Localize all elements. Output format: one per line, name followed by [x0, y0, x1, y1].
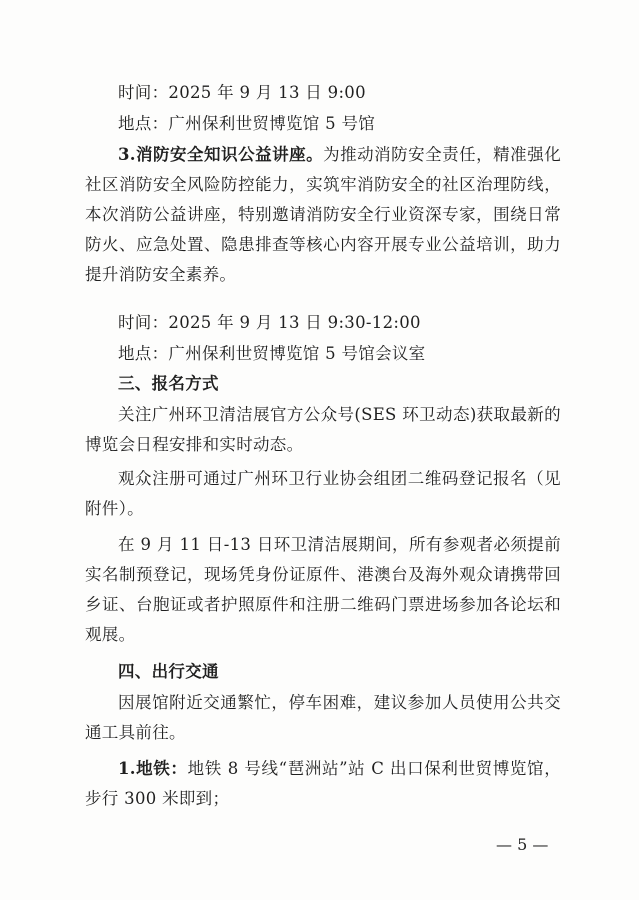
- registration-paragraph-1: 关注广州环卫清洁展官方公众号(SES 环卫动态)获取最新的博览会日程安排和实时动态。: [85, 405, 561, 454]
- fire-safety-lecture-body: 为推动消防安全责任，精准强化社区消防安全风险防控能力，实筑牢消防安全的社区治理防线，本次消防公益讲座，特别邀请消防安全行业资深专家，围绕日常防火、应急处置、隐患排查等核心内容开展专业公益培训，助力提升消防安全素养。: [85, 145, 561, 284]
- registration-paragraph-2: 观众注册可通过广州环卫行业协会组团二维码登记报名（见附件）。: [85, 469, 561, 518]
- registration-paragraph-3: 在 9 月 11 日-13 日环卫清洁展期间，所有参观者必须提前实名制预登记，现场凭身份证原件、港澳台及海外观众请携带回乡证、台胞证或者护照原件和注册二维码门票进场参加各论坛和观展。: [85, 535, 561, 644]
- metro-text: 地铁 8 号线“琶洲站”站 C 出口保利世贸博览馆，步行 300 米即到；: [85, 759, 561, 808]
- lecture-location: 地点：广州保利世贸博览馆 5 号馆会议室: [118, 344, 426, 363]
- page-number: — 5 —: [496, 835, 549, 854]
- metro-label: 1.地铁：: [118, 759, 188, 778]
- fire-safety-lecture-paragraph: [85, 140, 561, 290]
- fire-safety-lecture-title: 3.消防安全知识公益讲座。: [118, 145, 324, 164]
- event-location: 地点：广州保利世贸博览馆 5 号馆: [118, 114, 376, 133]
- metro-paragraph: [85, 754, 561, 814]
- transport-paragraph-1: 因展馆附近交通繁忙，停车困难，建议参加人员使用公共交通工具前往。: [85, 693, 561, 742]
- event-time: 时间：2025 年 9 月 13 日 9:00: [118, 83, 366, 102]
- transport-heading: 四、出行交通: [118, 662, 219, 681]
- registration-heading: 三、报名方式: [118, 374, 219, 393]
- lecture-time: 时间：2025 年 9 月 13 日 9:30-12:00: [118, 313, 421, 332]
